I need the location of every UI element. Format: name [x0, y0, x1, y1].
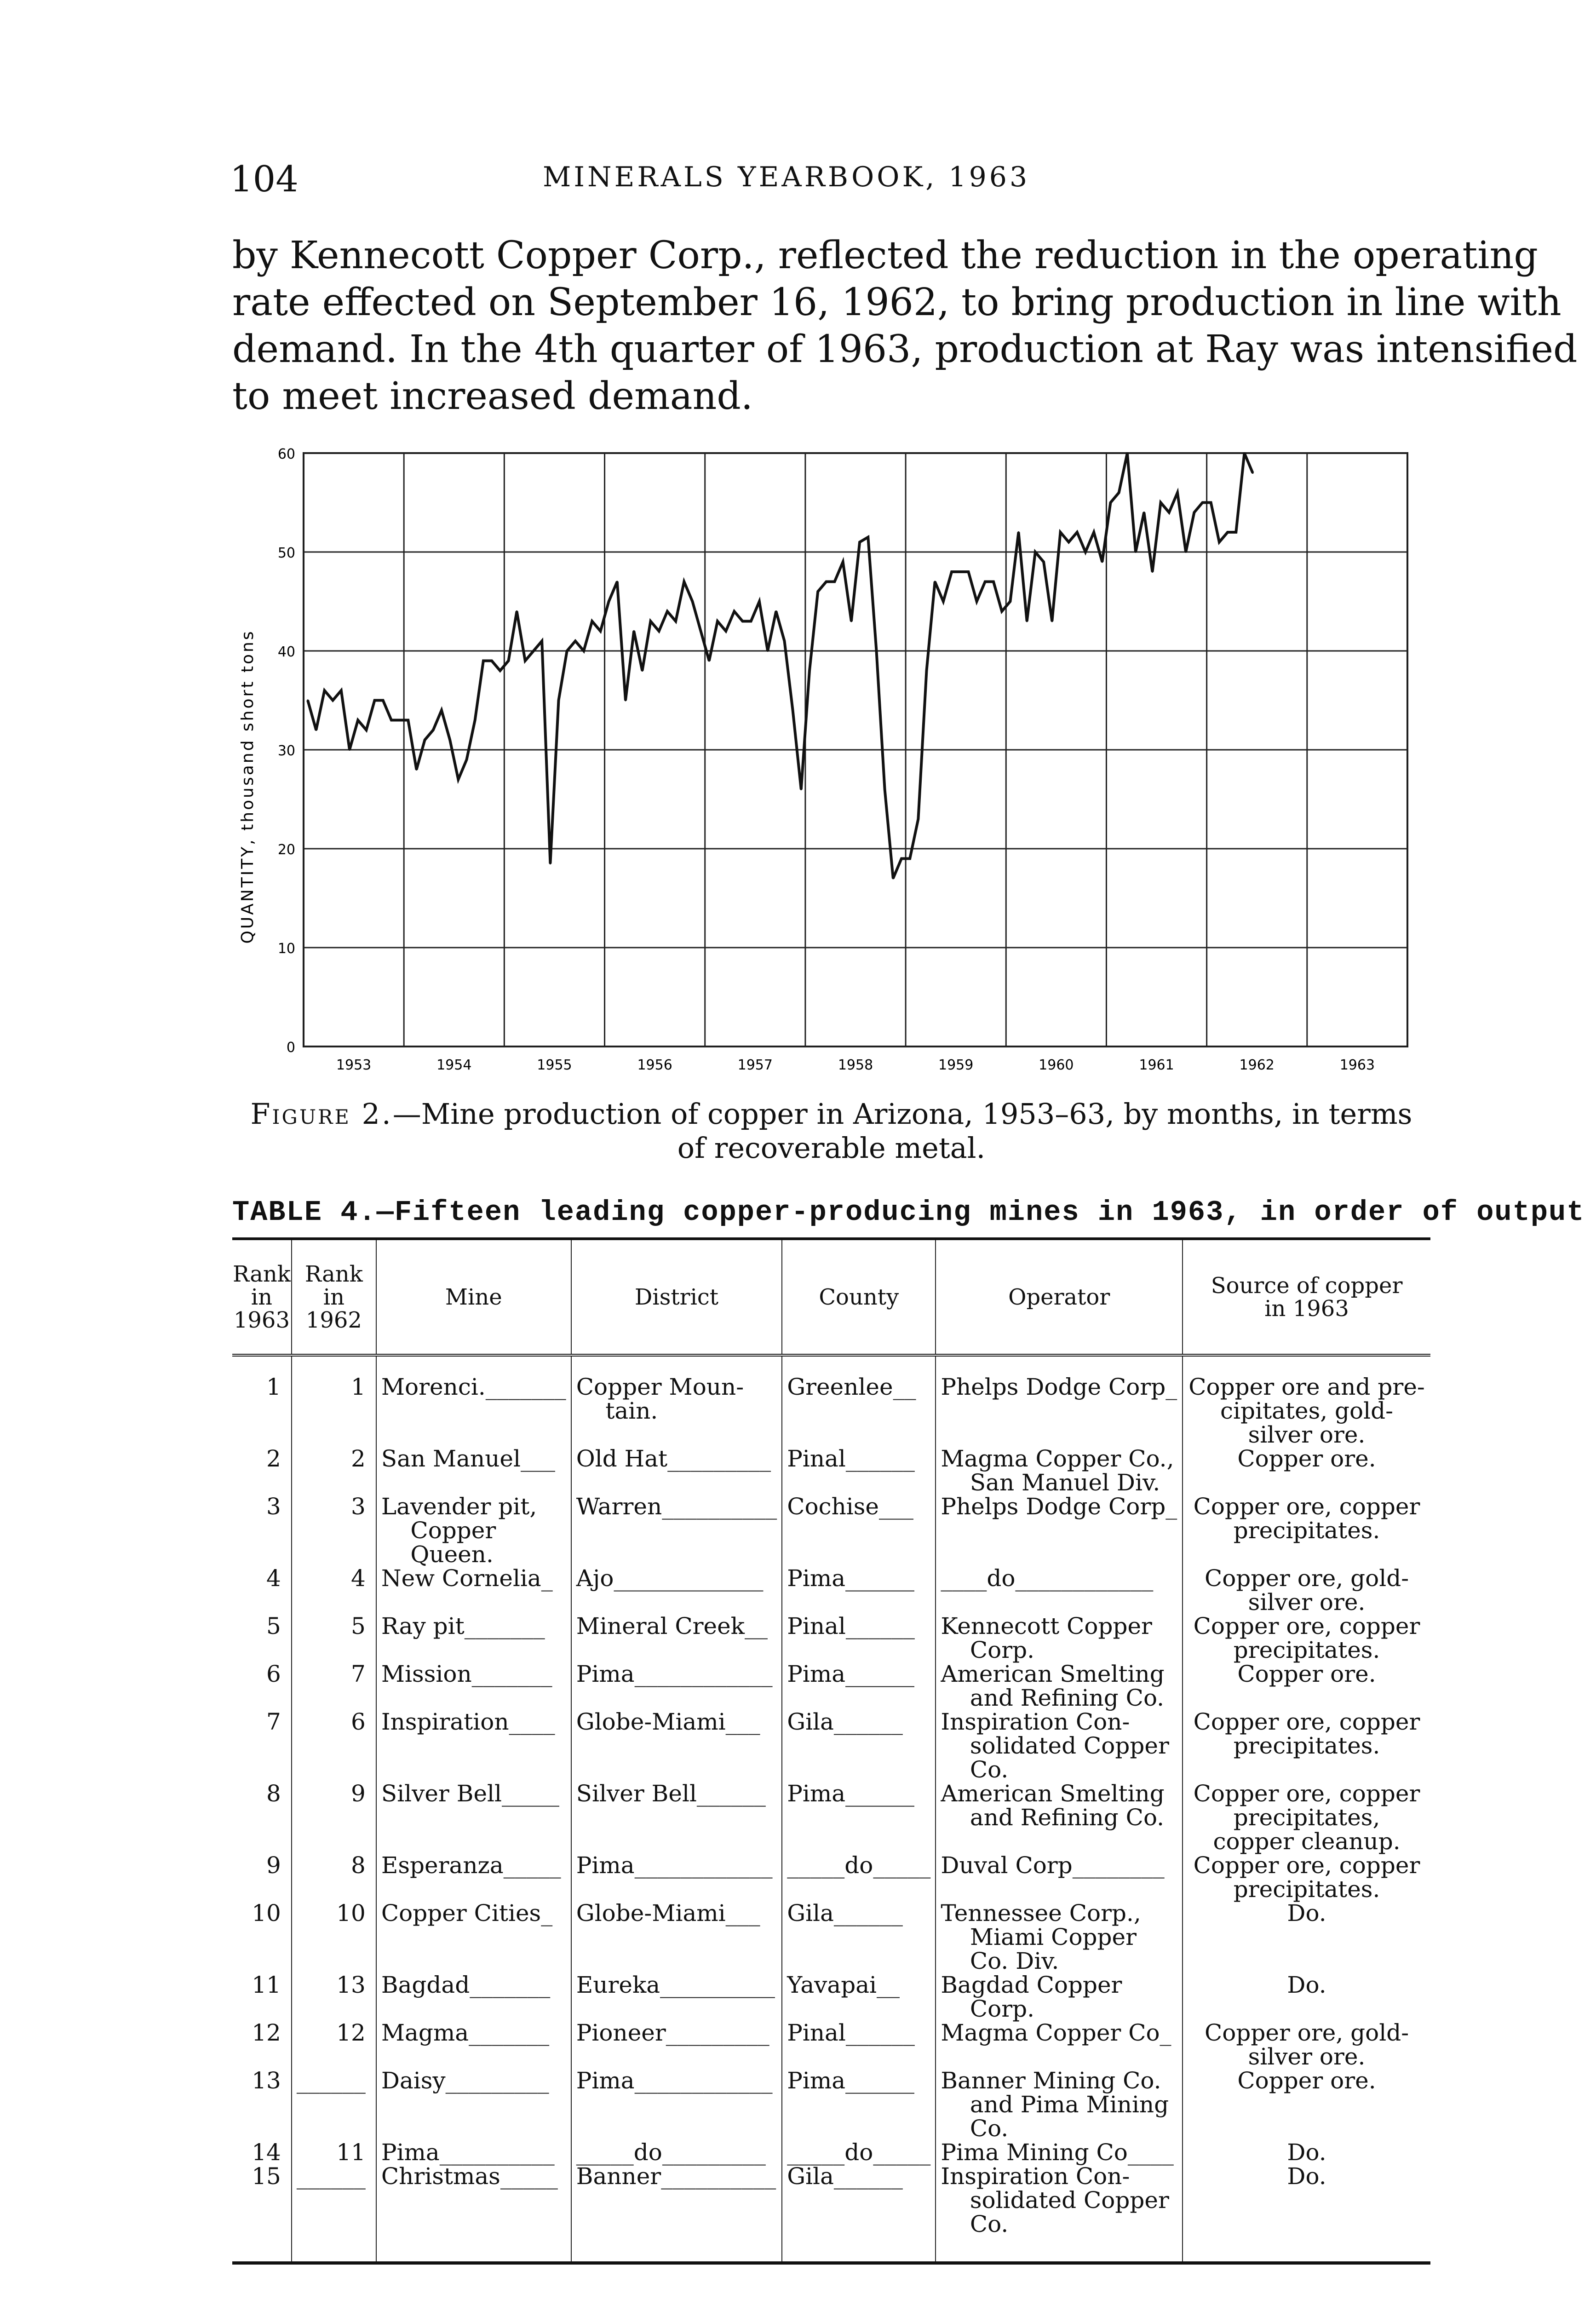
production-series-line [308, 453, 1253, 879]
cell-district: Globe-Miami___ [571, 1901, 782, 1973]
figure-caption-label: Figure 2. [250, 1097, 393, 1131]
cell-rank-1962: 4 [292, 1566, 376, 1614]
data-point [876, 650, 878, 652]
table-row [232, 1901, 1430, 1973]
cell-rank-1963: 6 [266, 1661, 281, 1687]
data-point [482, 660, 484, 662]
cell-rank-1962: ______ [292, 2164, 376, 2263]
cell-rank-1962: 9 [292, 1782, 376, 1853]
data-point [583, 650, 585, 652]
data-point [917, 818, 919, 820]
cell-source: Do. [1183, 1901, 1430, 1973]
cell-mine: New Cornelia_ [376, 1566, 571, 1614]
cell-rank-1963: 1 [266, 1374, 281, 1400]
data-point [424, 739, 426, 741]
data-point [658, 630, 660, 632]
data-point [1051, 621, 1053, 622]
data-point [984, 581, 986, 583]
cell-county: Cochise___ [782, 1495, 936, 1566]
data-point [1152, 571, 1154, 573]
data-point [717, 621, 718, 622]
data-point [968, 571, 970, 573]
header-operator: Operator [936, 1239, 1183, 1355]
cell-operator: Magma Copper Co_ [936, 2021, 1183, 2069]
data-point [1018, 531, 1020, 533]
cell-county: Pima______ [782, 1662, 936, 1710]
cell-operator: Phelps Dodge Corp_ [936, 1495, 1183, 1566]
data-point [809, 670, 810, 672]
cell-source: Copper ore. [1183, 1447, 1430, 1495]
data-point [951, 571, 953, 573]
cell-source: Copper ore. [1183, 2069, 1430, 2140]
cell-rank-1963: 9 [266, 1852, 281, 1879]
cell-operator: Inspiration Con- solidated Copper Co. [936, 1710, 1183, 1782]
data-point [1185, 551, 1187, 553]
data-point [725, 630, 727, 632]
table-row [232, 1355, 1430, 1447]
cell-county: Gila______ [782, 1710, 936, 1782]
y-tick-label: 20 [277, 842, 295, 858]
cell-rank-1963: 15 [232, 2164, 292, 2263]
cell-source: Copper ore, copper precipitates. [1183, 1853, 1430, 1901]
data-point [909, 858, 911, 860]
table-row [232, 1662, 1430, 1710]
table-row [232, 2140, 1430, 2164]
cell-mine: Mission_______ [376, 1662, 571, 1710]
data-point [474, 719, 476, 721]
cell-operator: Magma Copper Co., San Manuel Div. [936, 1447, 1183, 1495]
data-point [1043, 561, 1045, 563]
data-point [390, 719, 392, 721]
data-point [616, 581, 618, 583]
cell-district: Pima____________ [571, 1853, 782, 1901]
cell-mine: Bagdad_______ [376, 1973, 571, 2021]
cell-source: Do. [1183, 1973, 1430, 2021]
data-point [1210, 502, 1212, 504]
production-chart [230, 423, 1435, 1076]
cell-district: Old Hat_________ [571, 1447, 782, 1495]
data-point [1026, 621, 1028, 622]
cell-district: Pima____________ [571, 2069, 782, 2140]
data-point [315, 729, 317, 731]
header-source: Source of copper in 1963 [1183, 1239, 1430, 1355]
cell-operator: American Smelting and Refining Co. [936, 1662, 1183, 1710]
data-point [767, 650, 769, 652]
data-point [1252, 472, 1254, 474]
cell-rank-1962: 8 [292, 1853, 376, 1901]
data-point [1076, 531, 1078, 533]
data-point [884, 788, 886, 790]
header-mine: Mine [376, 1239, 571, 1355]
y-tick-label: 10 [277, 941, 295, 957]
cell-district: Eureka__________ [571, 1973, 782, 2021]
cell-mine: Copper Cities_ [376, 1901, 571, 1973]
cell-rank-1962: 3 [292, 1495, 376, 1566]
table-header-row [232, 1239, 1430, 1355]
cell-mine: Ray pit_______ [376, 1614, 571, 1662]
cell-district: Silver Bell______ [571, 1782, 782, 1853]
y-tick-label: 40 [277, 644, 295, 660]
data-point [324, 690, 326, 691]
cell-source: Copper ore, gold- silver ore. [1183, 2021, 1430, 2069]
data-point [1218, 541, 1220, 543]
cell-mine: Lavender pit, Copper Queen. [376, 1495, 571, 1566]
cell-rank-1962: 7 [292, 1662, 376, 1710]
cell-mine: Silver Bell_____ [376, 1782, 571, 1853]
header-rank-1962: Rank in 1962 [292, 1239, 376, 1355]
data-point [892, 878, 894, 880]
cell-rank-1963: 3 [266, 1493, 281, 1520]
cell-county: Pinal______ [782, 1447, 936, 1495]
mines-table [232, 1237, 1430, 2265]
cell-district: Pima____________ [571, 1662, 782, 1710]
y-tick-label: 30 [277, 743, 295, 759]
cell-rank-1963: 8 [266, 1780, 281, 1807]
table-row [232, 2021, 1430, 2069]
cell-rank-1963: 14 [252, 2139, 281, 2166]
table-row [232, 1566, 1430, 1614]
data-point [1160, 502, 1162, 504]
cell-operator: Banner Mining Co. and Pima Mining Co. [936, 2069, 1183, 2140]
data-point [825, 581, 827, 583]
data-point [449, 739, 451, 741]
data-point [942, 601, 944, 603]
cell-mine: Inspiration____ [376, 1710, 571, 1782]
cell-rank-1963: 12 [252, 2019, 281, 2046]
header-county: County [782, 1239, 936, 1355]
data-point [993, 581, 994, 583]
cell-source: Copper ore. [1183, 1662, 1430, 1710]
x-tick-label: 1956 [637, 1057, 672, 1073]
data-point [1068, 541, 1070, 543]
data-point [600, 630, 602, 632]
data-point [934, 581, 936, 583]
cell-district: Banner__________ [571, 2164, 782, 2263]
cell-county: Pinal______ [782, 2021, 936, 2069]
data-point [1126, 452, 1128, 454]
data-point [750, 621, 752, 622]
data-point [533, 650, 534, 652]
cell-operator: American Smelting and Refining Co. [936, 1782, 1183, 1853]
data-point [524, 660, 526, 662]
cell-source: Copper ore and pre- cipitates, gold- silver ore. [1183, 1355, 1430, 1447]
table-row [232, 1447, 1430, 1495]
data-point [817, 591, 819, 592]
data-point [591, 621, 593, 622]
data-point [574, 640, 576, 642]
figure-2 [230, 423, 1435, 1078]
data-point [608, 601, 610, 603]
cell-mine: Magma_______ [376, 2021, 571, 2069]
data-point [1135, 551, 1137, 553]
cell-source: Copper ore, gold- silver ore. [1183, 1566, 1430, 1614]
data-point [733, 610, 735, 612]
data-point [976, 601, 978, 603]
data-point [675, 621, 677, 622]
x-tick-label: 1953 [336, 1057, 372, 1073]
data-point [1143, 512, 1145, 513]
cell-rank-1962: 10 [292, 1901, 376, 1973]
data-point [466, 759, 468, 761]
data-point [1168, 512, 1170, 513]
cell-rank-1962: 1 [292, 1355, 376, 1447]
data-point [850, 621, 852, 622]
y-tick-label: 50 [277, 545, 295, 561]
data-point [959, 571, 961, 573]
table-row [232, 1782, 1430, 1853]
cell-rank-1963: 13 [252, 2067, 281, 2094]
data-point [1227, 531, 1229, 533]
table-row [232, 1853, 1430, 1901]
data-point [1009, 601, 1011, 603]
y-tick-label: 0 [286, 1040, 295, 1056]
cell-rank-1963: 5 [266, 1613, 281, 1639]
data-point [1118, 492, 1120, 494]
table-row [232, 1710, 1430, 1782]
cell-county: Gila______ [782, 1901, 936, 1973]
cell-rank-1962: 6 [292, 1710, 376, 1782]
data-point [357, 719, 359, 721]
cell-district: _____do_________ [571, 2140, 782, 2164]
cell-county: Pima______ [782, 1782, 936, 1853]
cell-operator: ____do____________ [936, 1566, 1183, 1614]
cell-mine: Christmas_____ [376, 2164, 571, 2263]
data-point [625, 700, 626, 702]
data-point [499, 670, 501, 672]
data-point [1060, 531, 1062, 533]
data-point [374, 700, 376, 702]
data-point [792, 709, 794, 711]
cell-county: Yavapai__ [782, 1973, 936, 2021]
data-point [800, 788, 802, 790]
data-point [650, 621, 652, 622]
data-point [516, 610, 518, 612]
x-tick-label: 1961 [1139, 1057, 1174, 1073]
data-point [784, 640, 786, 642]
data-point [867, 536, 869, 538]
data-point [1193, 512, 1195, 513]
x-tick-label: 1959 [938, 1057, 974, 1073]
cell-county: Greenlee__ [782, 1355, 936, 1447]
cell-source: Copper ore, copper precipitates. [1183, 1614, 1430, 1662]
page-number: 104 [230, 159, 299, 200]
cell-operator: Phelps Dodge Corp_ [936, 1355, 1183, 1447]
data-point [307, 700, 309, 702]
cell-operator: Duval Corp________ [936, 1853, 1183, 1901]
data-point [1034, 551, 1036, 553]
cell-operator: Pima Mining Co____ [936, 2140, 1183, 2164]
cell-district: Copper Moun- tain. [571, 1355, 782, 1447]
cell-operator: Tennessee Corp., Miami Copper Co. Div. [936, 1901, 1183, 1973]
data-point [1101, 561, 1103, 563]
table-row [232, 1973, 1430, 2021]
figure-caption [232, 1097, 1430, 1165]
running-head: MINERALS YEARBOOK, 1963 [543, 161, 1030, 193]
data-point [834, 581, 836, 583]
x-tick-label: 1958 [838, 1057, 873, 1073]
data-point [399, 719, 401, 721]
cell-source: Copper ore, copper precipitates. [1183, 1495, 1430, 1566]
data-point [1085, 551, 1086, 553]
data-point [491, 660, 493, 662]
data-point [775, 610, 777, 612]
cell-operator: Bagdad Copper Corp. [936, 1973, 1183, 2021]
data-point [1110, 502, 1112, 504]
cell-rank-1963: 2 [266, 1445, 281, 1472]
data-point [416, 769, 418, 770]
cell-rank-1963: 11 [252, 1972, 281, 1998]
cell-district: Globe-Miami___ [571, 1710, 782, 1782]
cell-source: Do. [1183, 2140, 1430, 2164]
data-point [382, 700, 384, 702]
data-point [349, 749, 350, 751]
data-point [340, 690, 342, 691]
data-point [432, 729, 434, 731]
figure-caption-text: —Mine production of copper in Arizona, 1953–63, by months, in terms of recoverable metal. [392, 1097, 1412, 1165]
data-point [859, 541, 861, 543]
cell-district: Warren__________ [571, 1495, 782, 1566]
data-point [365, 729, 367, 731]
data-point [641, 670, 643, 672]
data-point [666, 610, 668, 612]
data-point [926, 670, 928, 672]
header-district: District [571, 1239, 782, 1355]
data-point [742, 621, 744, 622]
data-point [692, 601, 694, 603]
x-tick-label: 1963 [1339, 1057, 1375, 1073]
data-point [1235, 531, 1237, 533]
x-tick-label: 1962 [1239, 1057, 1275, 1073]
table-row [232, 1495, 1430, 1566]
table-title: TABLE 4.—Fifteen leading copper-producing mines in 1963, in order of output [232, 1196, 1585, 1229]
x-tick-label: 1960 [1039, 1057, 1074, 1073]
x-tick-label: 1954 [436, 1057, 472, 1073]
cell-rank-1962: 12 [292, 2021, 376, 2069]
data-point [758, 601, 760, 603]
cell-rank-1962: 13 [292, 1973, 376, 2021]
data-point [457, 779, 459, 781]
cell-rank-1962: ______ [292, 2069, 376, 2140]
cell-rank-1962: 11 [292, 2140, 376, 2164]
cell-rank-1962: 5 [292, 1614, 376, 1662]
body-paragraph: by Kennecott Copper Corp., reflected the reduction in the operating rate effected on September 16, 1962, to bring production in line with demand. In the 4th quarter of 1963, production at Ray was intensified to meet increased demand. [232, 234, 1578, 418]
data-point [332, 700, 334, 702]
data-point [541, 640, 543, 642]
cell-district: Pioneer_________ [571, 2021, 782, 2069]
x-tick-label: 1955 [537, 1057, 572, 1073]
data-point [700, 630, 702, 632]
table-row [232, 2069, 1430, 2140]
cell-rank-1962: 2 [292, 1447, 376, 1495]
data-point [842, 561, 844, 563]
cell-mine: Esperanza_____ [376, 1853, 571, 1901]
cell-source: Do. [1183, 2164, 1430, 2263]
cell-source: Copper ore, copper precipitates, copper cleanup. [1183, 1782, 1430, 1853]
y-axis-label: QUANTITY, thousand short tons [238, 629, 257, 944]
cell-county: Pinal______ [782, 1614, 936, 1662]
data-point [566, 650, 568, 652]
data-point [708, 660, 710, 662]
cell-county: Gila______ [782, 2164, 936, 2263]
chart-ticks [238, 446, 1375, 1073]
data-point [508, 660, 510, 662]
data-point [1244, 452, 1246, 454]
data-point [901, 858, 902, 860]
cell-rank-1963: 4 [266, 1565, 281, 1592]
cell-district: Ajo_____________ [571, 1566, 782, 1614]
cell-rank-1963: 7 [266, 1708, 281, 1735]
data-point [1202, 502, 1204, 504]
data-point [1177, 492, 1178, 494]
data-point [407, 719, 409, 721]
data-point [549, 862, 551, 864]
chart-series [307, 452, 1254, 880]
data-point [1001, 610, 1003, 612]
cell-district: Mineral Creek__ [571, 1614, 782, 1662]
header-rank-1963: Rank in 1963 [232, 1239, 292, 1355]
data-point [558, 700, 560, 702]
data-point [683, 581, 685, 583]
table-row [232, 2164, 1430, 2263]
cell-county: _____do_____ [782, 1853, 936, 1901]
cell-source: Copper ore, copper precipitates. [1183, 1710, 1430, 1782]
data-point [633, 630, 635, 632]
cell-mine: Morenci._______ [376, 1355, 571, 1447]
y-tick-label: 60 [277, 446, 295, 462]
cell-operator: Kennecott Copper Corp. [936, 1614, 1183, 1662]
cell-mine: Pima__________ [376, 2140, 571, 2164]
cell-mine: Daisy_________ [376, 2069, 571, 2140]
cell-rank-1963: 10 [252, 1900, 281, 1926]
cell-operator: Inspiration Con- solidated Copper Co. [936, 2164, 1183, 2263]
x-tick-label: 1957 [737, 1057, 773, 1073]
cell-mine: San Manuel___ [376, 1447, 571, 1495]
cell-county: Pima______ [782, 1566, 936, 1614]
data-point [1093, 531, 1095, 533]
table-row [232, 1614, 1430, 1662]
data-point [441, 709, 442, 711]
cell-county: Pima______ [782, 2069, 936, 2140]
cell-county: _____do_____ [782, 2140, 936, 2164]
